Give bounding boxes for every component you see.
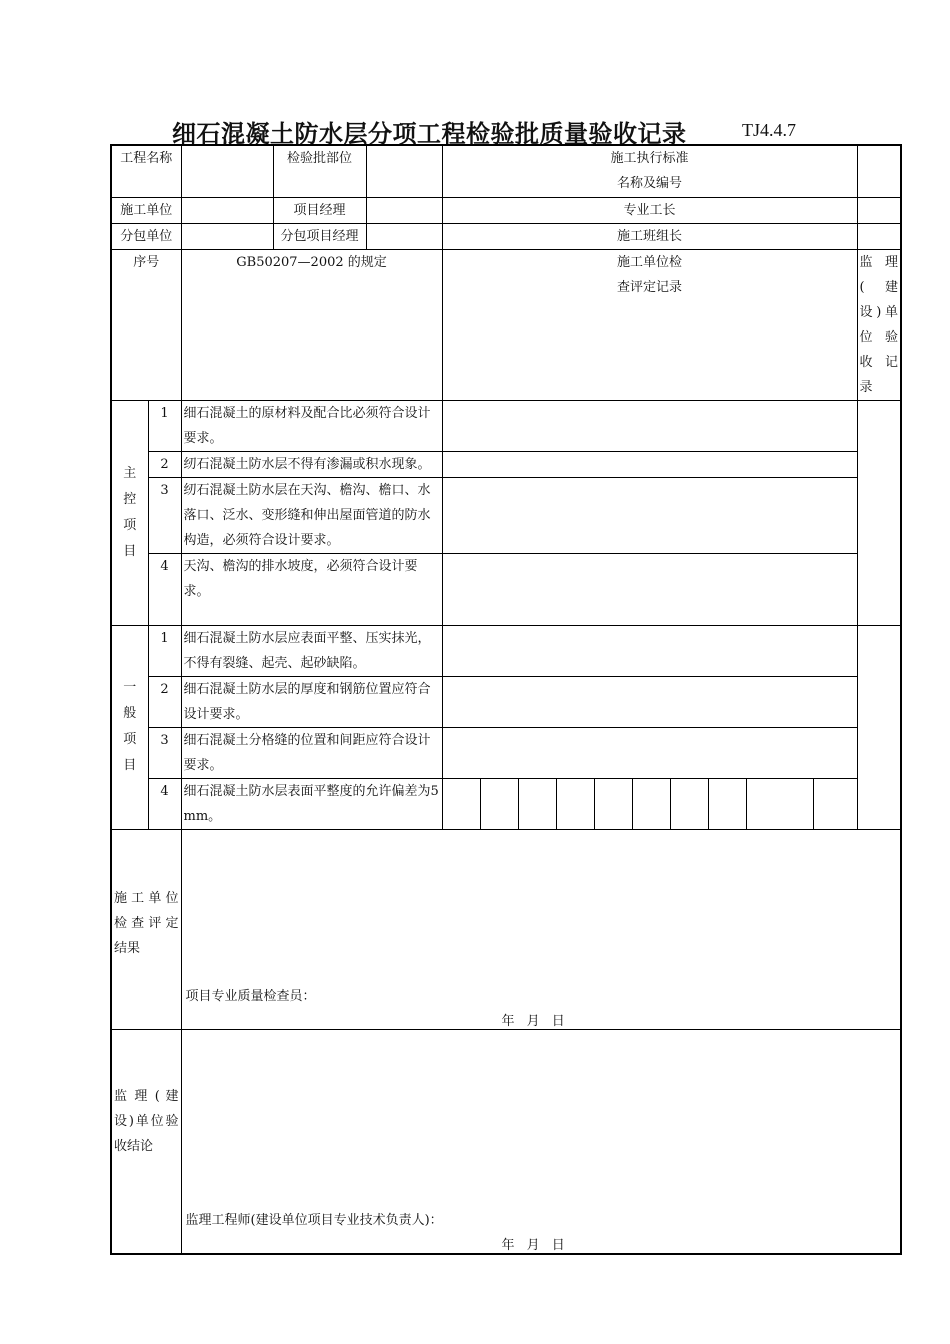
main-item-check-record[interactable] <box>442 477 857 553</box>
general-item-text: 细石混凝土防水层表面平整度的允许偏差为5mm。 <box>181 778 442 829</box>
general-item-row-3 <box>111 727 901 778</box>
header-row-project <box>111 145 901 197</box>
contractor-label: 施工单位 <box>111 197 181 223</box>
measurement-cell[interactable] <box>556 778 594 829</box>
team-leader-value[interactable] <box>857 223 901 249</box>
general-item-text: 细石混凝土分格缝的位置和间距应符合设计要求。 <box>181 727 442 778</box>
general-section-label: 一般项目 <box>111 625 148 829</box>
main-item-number: 4 <box>148 553 181 625</box>
contractor-signer-label: 项目专业质量检查员： <box>185 988 316 1004</box>
general-supervision-record[interactable] <box>857 625 901 829</box>
contractor-date: 年 月 日 <box>501 1013 569 1029</box>
general-item-row-2 <box>111 676 901 727</box>
general-item-number: 4 <box>148 778 181 829</box>
sub-project-manager-value[interactable] <box>366 223 442 249</box>
header-row-contractor <box>111 197 901 223</box>
project-manager-label: 项目经理 <box>273 197 366 223</box>
general-item-check-record[interactable] <box>442 625 857 676</box>
team-leader-label: 施工班组长 <box>442 223 857 249</box>
main-item-text: 纫石混凝土防水层在天沟、檐沟、檐口、水落口、泛水、变形缝和伸出屋面管道的防水构造，必须符合设计要求。 <box>181 477 442 553</box>
supervision-record-header: 监 理 ( 建 设)单位验 收记录 <box>857 249 901 400</box>
supervision-result-content[interactable] <box>181 1029 901 1254</box>
main-item-number: 3 <box>148 477 181 553</box>
column-header-row <box>111 249 901 400</box>
main-item-text: 细石混凝土的原材料及配合比必须符合设计要求。 <box>181 400 442 451</box>
main-item-row-2 <box>111 451 901 477</box>
general-item-text: 细石混凝土防水层应表面平整、压实抹光，不得有裂缝、起壳、起砂缺陷。 <box>181 625 442 676</box>
main-item-row-1 <box>111 400 901 451</box>
general-item-text: 细石混凝土防水层的厚度和钢筋位置应符合设计要求。 <box>181 676 442 727</box>
project-name-value[interactable] <box>181 145 273 197</box>
document-title-bar <box>110 112 902 148</box>
measurement-cell[interactable] <box>442 778 480 829</box>
header-row-subcontractor <box>111 223 901 249</box>
batch-location-label: 检验批部位 <box>273 145 366 197</box>
measurement-cell[interactable] <box>670 778 708 829</box>
general-item-number: 1 <box>148 625 181 676</box>
supervision-result-label: 监 理 ( 建 设)单位验收结论 <box>111 1029 181 1254</box>
standard-label-line2: 名称及编号 <box>617 176 683 191</box>
main-item-row-4 <box>111 553 901 625</box>
main-item-number: 2 <box>148 451 181 477</box>
general-item-check-record[interactable] <box>442 676 857 727</box>
contractor-result-row <box>111 829 901 1029</box>
contractor-result-label: 施工单位检查评定结果 <box>111 829 181 1029</box>
general-item-check-record[interactable] <box>442 727 857 778</box>
main-item-text: 纫石混凝土防水层不得有渗漏或积水现象。 <box>181 451 442 477</box>
project-name-label: 工程名称 <box>111 145 181 197</box>
document-title: 细石混凝土防水层分项工程检验批质量验收记录 <box>172 119 687 148</box>
measurement-cell[interactable] <box>594 778 632 829</box>
general-item-number: 2 <box>148 676 181 727</box>
measurement-cell[interactable] <box>813 778 857 829</box>
subcontractor-value[interactable] <box>181 223 273 249</box>
measurement-cell[interactable] <box>708 778 746 829</box>
main-item-row-3 <box>111 477 901 553</box>
main-item-number: 1 <box>148 400 181 451</box>
check-record-header-line2: 查评定记录 <box>617 279 683 295</box>
main-item-check-record[interactable] <box>442 400 857 451</box>
supervision-signer-label: 监理工程师(建设单位项目专业技术负责人)： <box>185 1212 443 1228</box>
measurement-cell[interactable] <box>632 778 670 829</box>
project-manager-value[interactable] <box>366 197 442 223</box>
general-item-row-1 <box>111 625 901 676</box>
foreman-label: 专业工长 <box>442 197 857 223</box>
main-section-label: 主控项目 <box>111 400 148 625</box>
measurement-cell[interactable] <box>518 778 556 829</box>
main-supervision-record[interactable] <box>857 400 901 625</box>
measurement-cell[interactable] <box>746 778 813 829</box>
sub-project-manager-label: 分包项目经理 <box>273 223 366 249</box>
foreman-value[interactable] <box>857 197 901 223</box>
standard-label <box>442 145 857 197</box>
main-item-check-record[interactable] <box>442 553 857 625</box>
contractor-value[interactable] <box>181 197 273 223</box>
check-record-header-line1: 施工单位检 <box>617 254 683 270</box>
contractor-result-content[interactable] <box>181 829 901 1029</box>
form-code: TJ4.4.7 <box>742 120 796 140</box>
batch-location-value[interactable] <box>366 145 442 197</box>
supervision-result-row <box>111 1029 901 1254</box>
check-record-header <box>442 249 857 400</box>
general-item-row-4 <box>111 778 901 829</box>
general-item-number: 3 <box>148 727 181 778</box>
standard-value[interactable] <box>857 145 901 197</box>
subcontractor-label: 分包单位 <box>111 223 181 249</box>
seq-header: 序号 <box>111 249 181 400</box>
standard-label-line1: 施工执行标准 <box>610 151 689 166</box>
spec-header: GB50207—2002 的规定 <box>181 249 442 400</box>
main-item-check-record[interactable] <box>442 451 857 477</box>
main-item-text: 天沟、檐沟的排水坡度，必须符合设计要求。 <box>181 553 442 625</box>
inspection-form-table <box>110 144 902 1255</box>
supervision-date: 年 月 日 <box>501 1237 569 1253</box>
measurement-cell[interactable] <box>480 778 518 829</box>
